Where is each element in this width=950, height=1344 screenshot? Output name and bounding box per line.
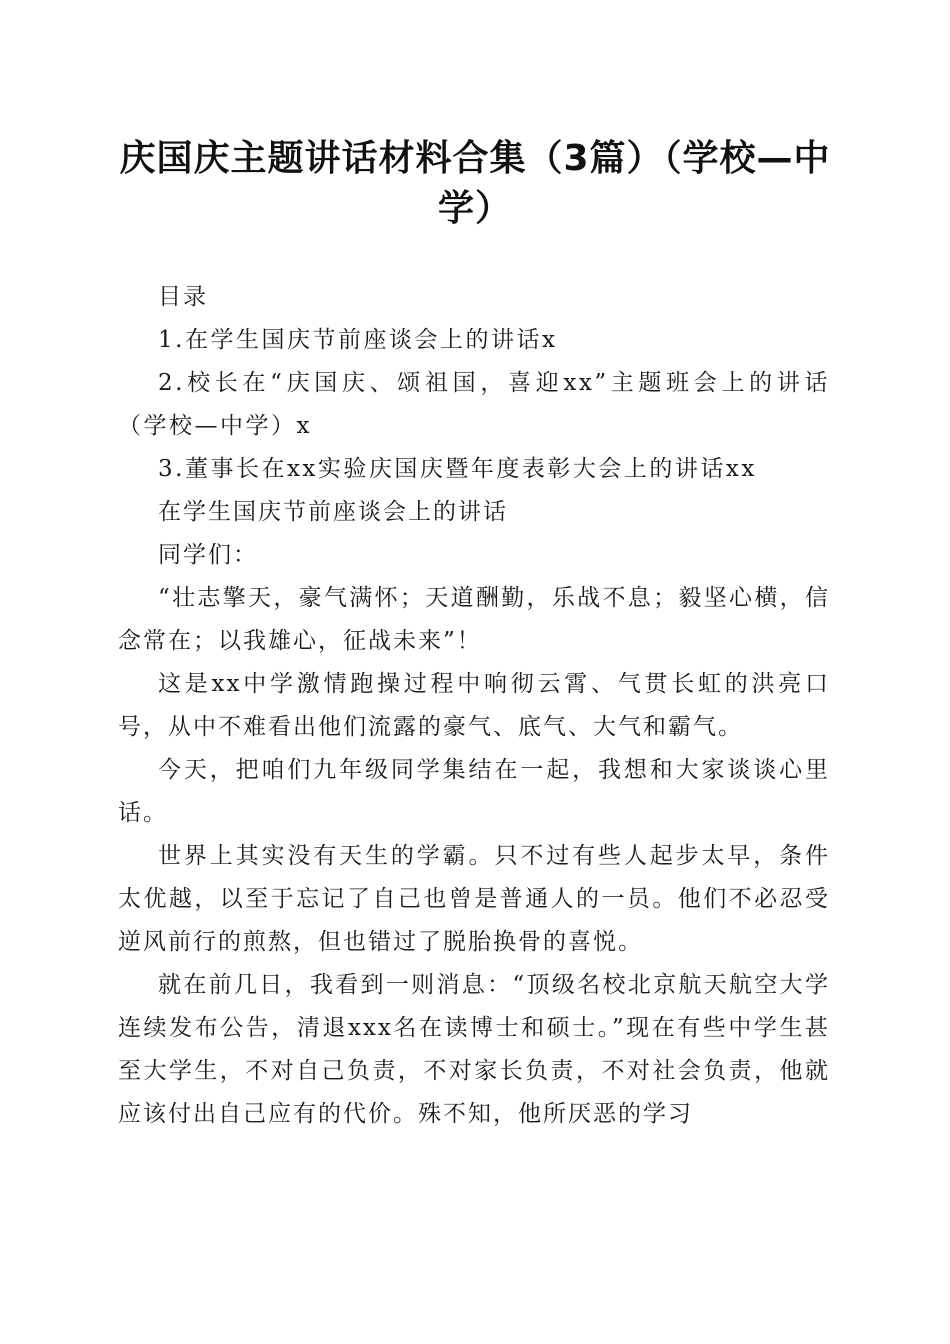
document-body <box>118 276 830 1136</box>
paragraph: 就在前几日，我看到一则消息：“顶级名校北京航天航空大学连续发布公告，清退xxx名在读博士和硕士。”现在有些中学生甚至大学生，不对自己负责，不对家长负责，不对社会负责，他就应该付出自己应有的代价。殊不知，他所厌恶的学习 <box>118 972 830 1127</box>
toc-heading: 目录 <box>158 284 208 310</box>
toc-item: 3.董事长在xx实验庆国庆暨年度表彰大会上的讲话xx <box>158 456 757 482</box>
paragraph: 世界上其实没有天生的学霸。只不过有些人起步太早，条件太优越，以至于忘记了自己也曾是普通人的一员。他们不必忍受逆风前行的煎熬，但也错过了脱胎换骨的喜悦。 <box>118 843 830 955</box>
paragraph: “壮志擎天，豪气满怀；天道酬勤，乐战不息；毅坚心横，信念常在；以我雄心，征战未来”！ <box>118 585 830 654</box>
toc-item: 1.在学生国庆节前座谈会上的讲话x <box>158 327 558 353</box>
toc-item: 2.校长在“庆国庆、颂祖国，喜迎xx”主题班会上的讲话（学校—中学）x <box>118 370 830 439</box>
greeting: 同学们： <box>158 542 258 568</box>
document-title: 庆国庆主题讲话材料合集（3篇）（学校—中学） <box>119 138 831 229</box>
paragraph: 这是xx中学激情跑操过程中响彻云霄、气贯长虹的洪亮口号，从中不难看出他们流露的豪气、底气、大气和霸气。 <box>118 671 830 740</box>
section-title: 在学生国庆节前座谈会上的讲话 <box>158 499 508 525</box>
paragraph: 今天，把咱们九年级同学集结在一起，我想和大家谈谈心里话。 <box>118 757 830 826</box>
